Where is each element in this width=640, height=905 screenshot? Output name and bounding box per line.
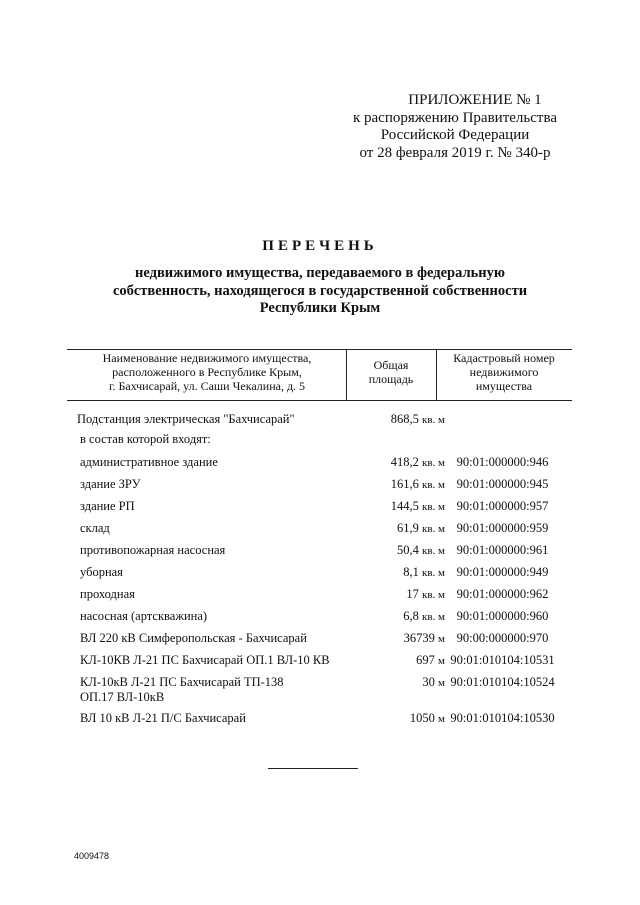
property-area: 1050 м bbox=[409, 711, 445, 725]
cadastral-number: 90:01:010104:10531 bbox=[450, 653, 555, 667]
property-area: 697 м bbox=[416, 653, 445, 667]
appendix-block bbox=[330, 92, 580, 162]
header-divider bbox=[436, 349, 437, 400]
header-text: г. Бахчисарай, ул. Саши Чекалина, д. 5 bbox=[108, 379, 306, 393]
header-divider bbox=[346, 349, 347, 400]
property-area: 61,9 кв. м bbox=[397, 521, 445, 535]
property-name: Подстанция электрическая "Бахчисарай" bbox=[77, 412, 295, 426]
property-area: 6,8 кв. м bbox=[403, 609, 445, 623]
header-text: расположенного в Республике Крым, bbox=[112, 365, 302, 379]
header-text: Общая bbox=[373, 358, 409, 372]
property-area: 8,1 кв. м bbox=[403, 565, 445, 579]
property-name: уборная bbox=[80, 565, 123, 579]
property-name: здание РП bbox=[80, 499, 135, 513]
end-rule bbox=[268, 768, 358, 769]
appendix-line-3: Российской Федерации bbox=[380, 127, 530, 143]
header-text: имущества bbox=[475, 379, 533, 393]
column-header-name bbox=[72, 351, 342, 393]
subtitle-line-2: собственность, находящегося в государственной собственности bbox=[112, 282, 528, 299]
cadastral-number: 90:01:010104:10524 bbox=[450, 675, 555, 689]
property-area: 50,4 кв. м bbox=[397, 543, 445, 557]
property-area: 868,5 кв. м bbox=[390, 412, 445, 426]
header-text: Кадастровый номер bbox=[453, 351, 555, 365]
cadastral-number: 90:01:000000:957 bbox=[456, 499, 549, 513]
cadastral-number: 90:01:000000:961 bbox=[456, 543, 549, 557]
property-name: противопожарная насосная bbox=[80, 543, 226, 557]
column-header-area bbox=[348, 358, 434, 386]
cadastral-number: 90:01:000000:959 bbox=[456, 521, 549, 535]
property-name: здание ЗРУ bbox=[80, 477, 141, 491]
property-name: КЛ-10КВ Л-21 ПС Бахчисарай ОП.1 ВЛ-10 КВ bbox=[80, 653, 330, 667]
property-area: 36739 м bbox=[403, 631, 445, 645]
property-name: ВЛ 10 кВ Л-21 П/С Бахчисарай bbox=[80, 711, 246, 725]
property-name: насосная (артскважина) bbox=[80, 609, 208, 623]
property-area: 30 м bbox=[422, 675, 445, 689]
property-area: 17 кв. м bbox=[406, 587, 445, 601]
document-number: 4009478 bbox=[74, 851, 110, 861]
property-name: склад bbox=[80, 521, 110, 535]
cadastral-number: 90:01:000000:962 bbox=[456, 587, 549, 601]
cadastral-number: 90:01:000000:960 bbox=[456, 609, 549, 623]
property-name: КЛ-10кВ Л-21 ПС Бахчисарай ТП-138 ОП.17 ВЛ-10кВ bbox=[80, 675, 284, 704]
header-text: площадь bbox=[368, 372, 414, 386]
property-name: административное здание bbox=[80, 455, 218, 469]
appendix-title: ПРИЛОЖЕНИЕ № 1 bbox=[408, 92, 542, 108]
appendix-date-number: от 28 февраля 2019 г. № 340-р bbox=[359, 144, 551, 161]
column-header-cadastral bbox=[438, 351, 570, 393]
cadastral-number: 90:00:000000:970 bbox=[456, 631, 549, 645]
cadastral-number: 90:01:000000:946 bbox=[456, 455, 549, 469]
property-name: в состав которой входят: bbox=[80, 432, 211, 446]
document-title: ПЕРЕЧЕНЬ bbox=[262, 238, 378, 254]
property-name: проходная bbox=[80, 587, 135, 601]
property-area: 161,6 кв. м bbox=[390, 477, 445, 491]
header-bottom-rule bbox=[67, 400, 572, 401]
property-name: ВЛ 220 кВ Симферопольская - Бахчисарай bbox=[80, 631, 307, 645]
cadastral-number: 90:01:000000:945 bbox=[456, 477, 549, 491]
subtitle-line-3: Республики Крым bbox=[259, 300, 381, 316]
property-area: 418,2 кв. м bbox=[390, 455, 445, 469]
cadastral-number: 90:01:000000:949 bbox=[456, 565, 549, 579]
subtitle-line-1: недвижимого имущества, передаваемого в федеральную bbox=[135, 265, 505, 281]
cadastral-number: 90:01:010104:10530 bbox=[450, 711, 555, 725]
table-top-rule bbox=[67, 349, 572, 350]
appendix-line-2: к распоряжению Правительства bbox=[352, 109, 557, 126]
header-text: недвижимого bbox=[469, 365, 539, 379]
document-subtitle bbox=[90, 265, 550, 318]
header-text: Наименование недвижимого имущества, bbox=[102, 351, 312, 365]
property-area: 144,5 кв. м bbox=[390, 499, 445, 513]
